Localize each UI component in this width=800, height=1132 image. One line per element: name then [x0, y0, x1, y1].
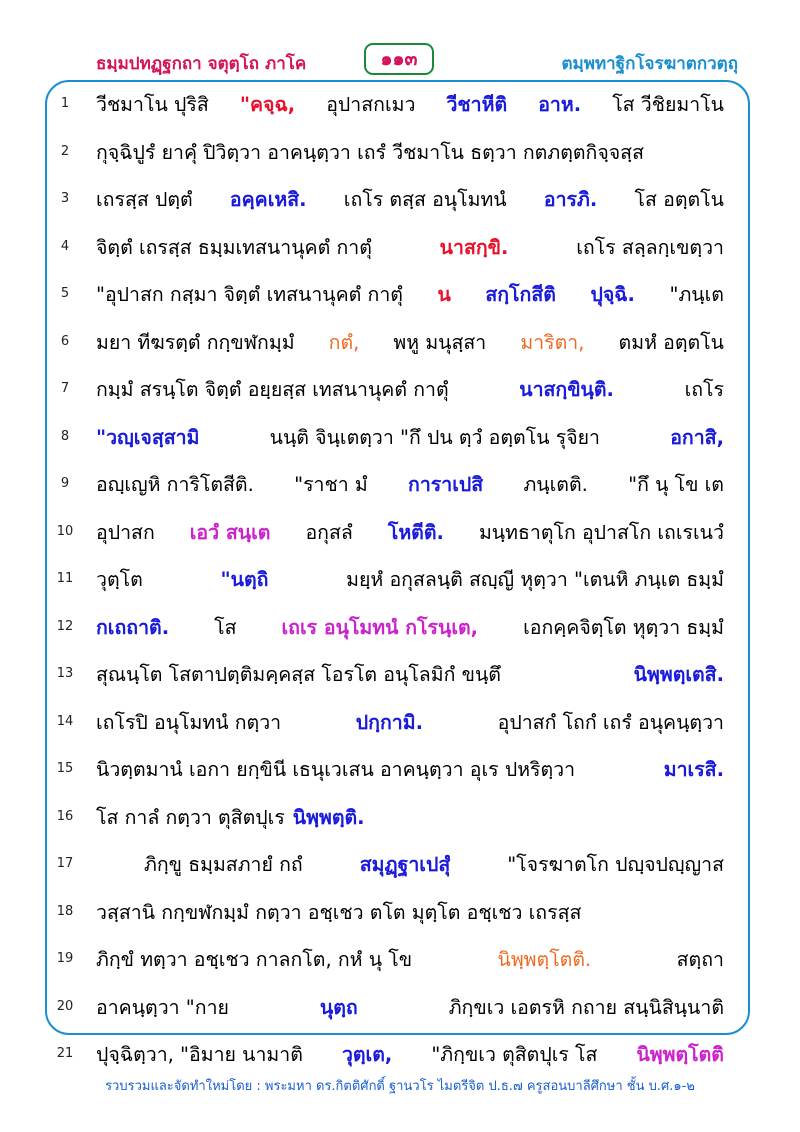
text-segment: วีชมาโน ปุริสิ: [96, 93, 209, 116]
text-segment: ปุจฺฉิตฺวา, "อิมาย นามาติ: [96, 1043, 303, 1066]
text-line: [0, 510, 800, 558]
text-segment: "ภนฺเต: [669, 283, 724, 306]
text-segment: สตฺถา: [676, 948, 724, 971]
text-segment: เถรสฺส ปตฺตํ: [96, 188, 193, 211]
line-text: [96, 516, 724, 550]
line-number: 19: [56, 951, 74, 966]
text-segment: อกุสลํ: [305, 520, 353, 544]
highlighted-word: สมุฏฺฐาเปสุํ: [359, 853, 451, 876]
highlighted-word: มาริตา,: [520, 330, 585, 354]
text-segment: ภิกฺขู ธมฺมสภายํ กถํ: [144, 853, 303, 876]
text-segment: อุปาสก: [96, 520, 155, 544]
text-segment: ภิกฺขํ ทตฺวา อชฺเชว กาลกโต, กหํ นุ โข: [96, 948, 413, 971]
line-number: 11: [56, 571, 74, 586]
text-segment: เถโร ตสฺส อนุโมทนํ: [343, 188, 507, 211]
text-segment: โส อตฺตโน: [634, 188, 724, 211]
text-line: [0, 557, 800, 605]
footer-credit: รวบรวมและจัดทำใหม่โดย : พระมหา ดร.กิตติศักดิ์ ฐานวโร ไมตรีจิต ป.ธ.๗ ครูสอนบาลีศึกษา ชั้น บ.ศ.๑-๒: [105, 1079, 695, 1094]
text-segment: วุตฺโต: [96, 568, 143, 591]
text-segment: ภนฺเตติ.: [523, 473, 588, 496]
line-number: 8: [60, 428, 70, 444]
text-segment: "อุปาสก กสฺมา จิตฺตํ เทสนานุคตํ กาตุํ: [96, 283, 403, 306]
line-text: [96, 943, 724, 977]
line-number: 14: [56, 713, 74, 729]
highlighted-word: นุตฺถ: [319, 995, 358, 1019]
line-number: 18: [56, 903, 74, 919]
text-line: [0, 890, 800, 938]
highlighted-word: สกฺโกสีติ: [485, 283, 556, 306]
highlighted-word: อารภิ.: [543, 188, 598, 211]
text-line: [0, 320, 800, 368]
highlighted-word: อคฺคเหสิ.: [229, 188, 307, 211]
line-text: [96, 753, 724, 787]
line-text: [144, 848, 724, 882]
text-segment: มยา ทีฆรตฺตํ กกฺขฬกมฺมํ: [96, 330, 295, 354]
text-segment: โส: [214, 615, 237, 639]
text-line: [0, 747, 800, 795]
line-number: 21: [56, 1046, 74, 1061]
highlighted-word: ปกฺกามิ.: [355, 710, 423, 734]
line-number: 2: [60, 143, 70, 159]
text-segment: โส กาลํ กตฺวา ตุสิตปุเร: [96, 805, 285, 829]
line-text: [96, 421, 724, 455]
line-number: 12: [56, 618, 74, 634]
line-text: [96, 88, 724, 122]
line-number: 15: [56, 761, 74, 776]
line-text: [96, 896, 724, 930]
highlighted-word: การาเปสิ: [408, 473, 484, 496]
line-text: [96, 991, 724, 1025]
line-text: [96, 801, 724, 835]
text-segment: นนฺติ จินฺเตตฺวา "กึ ปน ตฺวํ อตฺตโน รุจิยา: [269, 425, 601, 449]
text-line: [0, 652, 800, 700]
text-line: [0, 795, 800, 843]
highlighted-word: "นตฺถิ: [220, 568, 269, 591]
highlighted-word: วุตฺเต,: [341, 1043, 393, 1066]
text-segment: "กึ นุ โข เต: [628, 473, 724, 496]
text-line: [0, 1032, 800, 1080]
highlighted-word: กตํ,: [328, 330, 360, 354]
line-number: 13: [56, 666, 74, 681]
highlighted-word: นิพฺพตฺเตสิ.: [633, 663, 724, 686]
highlighted-word: อกาสิ,: [670, 425, 724, 449]
page-number: ๑๑๓: [364, 43, 434, 75]
highlighted-word: นิพฺพตฺโตติ: [636, 1043, 724, 1066]
highlighted-word: กเถถาติ.: [96, 615, 170, 639]
highlighted-word: มาเรสิ.: [663, 758, 724, 781]
text-segment: "โจรฆาตโก ปญฺจปญฺญาส: [507, 853, 724, 876]
line-text: [96, 326, 724, 360]
text-segment: "ภิกฺขเว ตุสิตปุเร โส: [431, 1043, 598, 1066]
text-segment: อุปาสกํ โถกํ เถรํ อนุคนฺตฺวา: [497, 710, 724, 734]
line-text: [96, 278, 724, 312]
text-segment: มนฺทธาตุโก อุปาสโก เถเรเนวํ: [478, 520, 724, 544]
line-number: 6: [60, 333, 70, 349]
highlighted-word: น: [437, 283, 451, 306]
text-line: [0, 82, 800, 130]
text-segment: "ราชา มํ: [294, 473, 368, 496]
highlighted-word: นาสกฺขินฺติ.: [519, 378, 614, 401]
text-segment: สุณนฺโต โสตาปตฺติมคฺคสฺส โอรโต อนุโลมิกํ ขนฺตึ: [96, 663, 501, 686]
text-segment: อญฺเญหิ การิโตสีติ.: [96, 473, 254, 496]
highlighted-word: โหตีติ.: [387, 520, 444, 544]
text-segment: ตมหํ อตฺตโน: [618, 330, 724, 354]
text-line: [0, 937, 800, 985]
text-segment: นิวตฺตมานํ เอกา ยกฺขินี เธนุเวเสน อาคนฺตฺวา อุเร ปหริตฺวา: [96, 758, 576, 781]
text-segment: ภิกฺขเว เอตรหิ กถาย สนฺนิสินฺนาติ: [448, 995, 724, 1019]
line-number: 16: [56, 808, 74, 824]
text-line: [0, 415, 800, 463]
line-text: [96, 373, 724, 407]
text-line: [0, 462, 800, 510]
line-number: 9: [60, 476, 70, 491]
highlighted-word: เถเร อนุโมทนํ กโรนฺเต,: [281, 615, 479, 639]
highlighted-word: วีชาหีติ: [446, 93, 508, 116]
highlighted-word: ปุจฺฉิ.: [590, 283, 635, 306]
line-text: [96, 1038, 724, 1072]
line-text: [96, 706, 724, 740]
text-segment: เถโร: [684, 378, 724, 401]
text-segment: เอกคฺคจิตฺโต หุตฺวา ธมฺมํ: [523, 615, 724, 639]
text-line: [0, 605, 800, 653]
line-number: 7: [60, 381, 70, 396]
text-segment: กมฺมํ สรนฺโต จิตฺตํ อยฺยสฺส เทสนานุคตํ กาตุํ: [96, 378, 449, 401]
highlighted-word: อาห.: [538, 93, 582, 116]
line-number: 1: [60, 96, 70, 111]
text-line: [0, 842, 800, 890]
line-text: [96, 136, 724, 170]
text-segment: วสฺสานิ กกฺขฬกมฺมํ กตฺวา อชฺเชว ตโต มุตฺโต อชฺเชว เถรสฺส: [96, 900, 582, 924]
line-text: [96, 658, 724, 692]
text-line: [0, 272, 800, 320]
text-segment: พหู มนุสฺสา: [393, 330, 487, 354]
text-segment: เถโรปิ อนุโมทนํ กตฺวา: [96, 710, 282, 734]
line-text: [96, 231, 724, 265]
line-text: [96, 468, 724, 502]
story-title: ตมฺพทาฐิกโจรฆาตกวตฺถุ: [561, 54, 738, 74]
highlighted-word: นิพฺพตฺติ.: [292, 805, 365, 829]
line-number: 10: [56, 523, 74, 539]
text-line: [0, 367, 800, 415]
highlighted-word: เอวํ สนฺเต: [189, 520, 271, 544]
text-line: [0, 700, 800, 748]
page-header: [0, 40, 800, 80]
text-segment: จิตฺตํ เถรสฺส ธมฺมเทสนานุคตํ กาตุํ: [96, 235, 372, 259]
line-number: 4: [60, 238, 70, 254]
line-text: [96, 183, 724, 217]
text-segment: เถโร สลฺลกฺเขตฺวา: [576, 235, 724, 259]
line-text: [96, 563, 724, 597]
line-text: [96, 611, 724, 645]
text-line: [0, 225, 800, 273]
highlighted-word: "คจฺฉ,: [239, 93, 296, 116]
text-segment: โส วีชิยมาโน: [612, 93, 724, 116]
highlighted-word: "วญฺเจสฺสามิ: [96, 425, 200, 449]
line-number: 20: [56, 998, 74, 1014]
line-number: 3: [60, 191, 70, 206]
text-line: [0, 985, 800, 1033]
line-number: 17: [56, 856, 74, 871]
text-segment: กุจฺฉิปูรํ ยาคุํ ปิวิตฺวา อาคนฺตฺวา เถรํ วีชมาโน ธตฺวา กตภตฺตกิจฺจสฺส: [96, 140, 644, 164]
text-segment: อาคนฺตฺวา "กาย: [96, 995, 229, 1019]
highlighted-word: นิพฺพตฺโตติ.: [497, 948, 592, 971]
text-segment: มยฺหํ อกุสลนฺติ สญฺญี หุตฺวา "เตนหิ ภนฺเต ธมฺมํ: [346, 568, 724, 591]
line-number: 5: [60, 286, 70, 301]
highlighted-word: นาสกฺขิ.: [439, 235, 509, 259]
text-line: [0, 177, 800, 225]
text-line: [0, 130, 800, 178]
text-segment: อุปาสกเมว: [326, 93, 416, 116]
book-title: ธมฺมปทฏฺฐกถา จตุตฺโถ ภาโค: [96, 54, 307, 74]
